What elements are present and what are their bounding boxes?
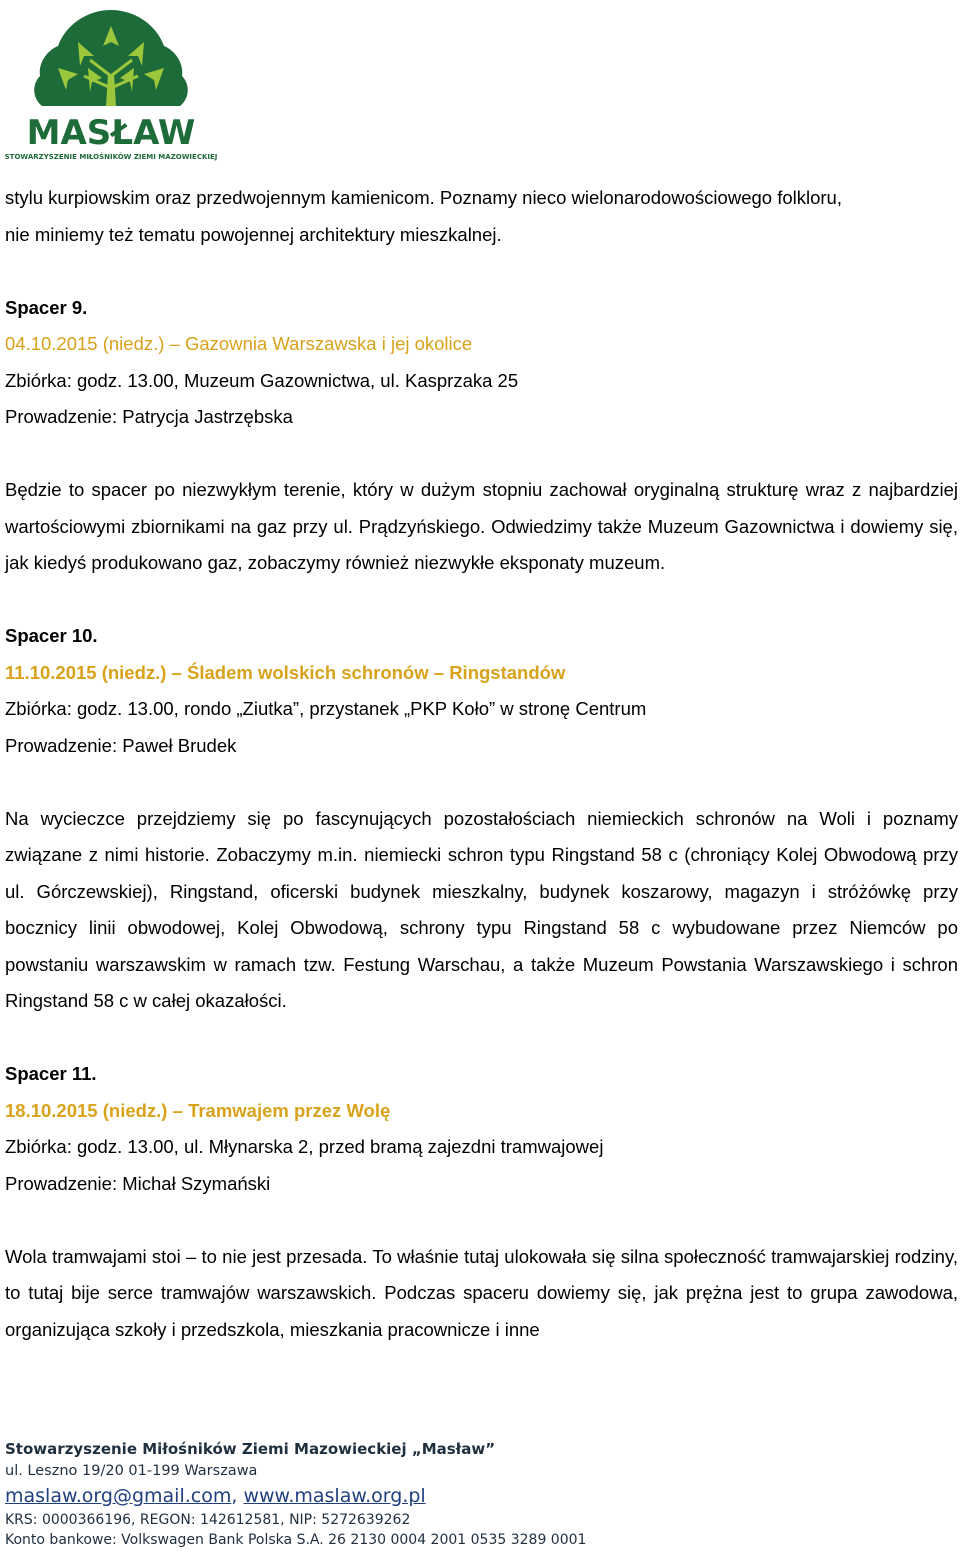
walk-dash: – [164, 333, 185, 354]
walk-heading [5, 326, 958, 363]
walk-heading [5, 655, 958, 692]
walk-meeting: Zbiórka: godz. 13.00, Muzeum Gazownictwa, ul. Kasprzaka 25 [5, 369, 519, 391]
page-footer [5, 1438, 955, 1550]
walk-name: Tramwajem przez Wolę [188, 1099, 391, 1121]
tree-icon [34, 10, 188, 106]
walk-guide: Prowadzenie: Paweł Brudek [5, 734, 237, 756]
link-separator: , [231, 1485, 244, 1507]
walk-title: Spacer 9. [5, 296, 88, 318]
walk-dash: – [166, 661, 188, 683]
footer-links [5, 1482, 955, 1510]
walk-date: 18.10.2015 (niedz.) [5, 1099, 168, 1121]
walk-date: 04.10.2015 (niedz.) [5, 333, 165, 354]
walk-guide: Prowadzenie: Patrycja Jastrzębska [5, 406, 293, 427]
footer-bank-account: Konto bankowe: Volkswagen Bank Polska S.A. 26 2130 0004 2001 0535 3289 0001 [5, 1532, 587, 1548]
walk-title: Spacer 11. [5, 1063, 97, 1084]
email-link[interactable]: maslaw.org@gmail.com [5, 1485, 232, 1507]
walk-title: Spacer 10. [5, 625, 98, 646]
logo-subtitle: STOWARZYSZENIE MIŁOŚNIKÓW ZIEMI MAZOWIECKIEJ [4, 153, 218, 161]
walk-description: Będzie to spacer po niezwykłym terenie, który w dużym stopniu zachował oryginalną strukturę wraz z najbardziej wartościowymi zbiornikami na gaz przy ul. Prądzyńskiego. Odwiedzimy także Muzeum Gazownictwa i dowiemy się, jak kiedyś produkowano gaz, zobaczymy również niezwykłe eksponaty muzeum. [5, 479, 958, 573]
footer-organization: Stowarzyszenie Miłośników Ziemi Mazowieckiej „Masław” [5, 1440, 496, 1458]
maslaw-logo [4, 2, 218, 164]
walk-description: Wola tramwajami stoi – to nie jest przesada. To właśnie tutaj ulokowała się silna społeczność tramwajarskiej rodziny, to tutaj bije serce tramwajów warszawskich. Podczas spaceru dowiemy się, jak prężna jest to grupa zawodowa, organizująca szkoły i przedszkola, mieszkania pracownicze i inne [5, 1245, 958, 1340]
logo-wordmark: MASŁAW [26, 113, 196, 153]
walk-date: 11.10.2015 (niedz.) [5, 661, 167, 683]
document-body [5, 180, 958, 1348]
walk-guide: Prowadzenie: Michał Szymański [5, 1172, 271, 1194]
walk-name: Śladem wolskich schronów – Ringstandów [187, 661, 566, 683]
walk-heading [5, 1093, 958, 1130]
intro-line-2: nie miniemy też tematu powojennej architektury mieszkalnej. [5, 223, 502, 245]
walk-meeting: Zbiórka: godz. 13.00, ul. Młynarska 2, przed bramą zajezdni tramwajowej [5, 1136, 604, 1157]
walk-meeting: Zbiórka: godz. 13.00, rondo „Ziutka”, przystanek „PKP Koło” w stronę Centrum [5, 698, 647, 719]
footer-registration-ids: KRS: 0000366196, REGON: 142612581, NIP: 5272639262 [5, 1512, 411, 1528]
intro-line-1: stylu kurpiowskim oraz przedwojennym kamienicom. Poznamy nieco wielonarodowościowego folkloru, [5, 187, 842, 208]
walk-name: Gazownia Warszawska i jej okolice [185, 333, 473, 354]
website-link[interactable]: www.maslaw.org.pl [243, 1485, 426, 1507]
walk-dash: – [167, 1099, 189, 1121]
walk-description: Na wycieczce przejdziemy się po fascynujących pozostałościach niemieckich schronów na Woli i poznamy związane z nimi historie. Zobaczymy m.in. niemiecki schron typu Ringstand 58 c (chroniący Kolej Obwodową przy ul. Górczewskiej), Ringstand, oficerski budynek mieszkalny, budynek koszarowy, magazyn i stróżówkę przy bocznicy linii obwodowej, Kolej Obwodową, schrony typu Ringstand 58 c wybudowane przez Niemców po powstaniu warszawskim w ramach tzw. Festung Warschau, a także Muzeum Powstania Warszawskiego i schron Ringstand 58 c w całej okazałości. [5, 807, 958, 1011]
footer-address: ul. Leszno 19/20 01-199 Warszawa [5, 1463, 258, 1479]
